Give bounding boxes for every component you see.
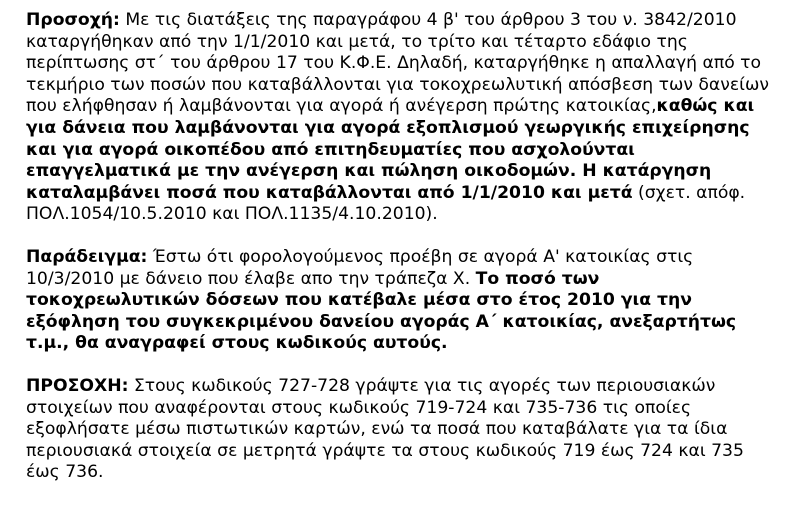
attention-label: Προσοχή: [26,10,120,30]
warning-text: Στους κωδικούς 727-728 γράψτε για τις αγορές των περιουσιακών στοιχείων που αναφέρονται στους κωδικούς 719-724 και 735-736 τις οποίες εξοφλήσατε μέσω πιστωτικών καρτών, ενώ τα ποσά που καταβάλατε για τα ίδια περιουσιακά στοιχεία σε μετρητά γράψτε τα στους κωδικούς 719 έως 724 και 735 έως 736. [26,375,744,483]
example-text: Έστω ότι φορολογούμενος προέβη σε αγορά Α' κατοικίας στις 10/3/2010 με δάνειο που έλαβε απο την τράπεζα Χ. [26,246,694,289]
example-bold-text: Το ποσό των τοκοχρεωλυτικών δόσεων που κατέβαλε μέσα στο έτος 2010 για την εξόφληση του συγκεκριμένου δανείου αγοράς Α΄ κατοικίας, ανεξαρτήτως τ.μ., θα αναγραφεί στους κωδικούς αυτούς. [26,268,737,354]
attention-reference: (σχετ. απόφ. ΠΟΛ.1054/10.5.2010 και ΠΟΛ.1135/4.10.2010). [26,182,746,225]
paragraph-example [26,247,776,355]
attention-text: Με τις διατάξεις της παραγράφου 4 β' του άρθρου 3 του ν. 3842/2010 καταργήθηκαν από την 1/1/2010 και μετά, το τρίτο και τέταρτο εδάφιο της περίπτωσης στ΄ του άρθρου 17 του Κ.Φ.Ε. Δηλαδή, καταργήθηκε η απαλλαγή από το τεκμήριο των ποσών που καταβάλλονται για τοκοχρεωλυτική απόσβεση των δανείων που ελήφθησαν ή λαμβάνονται για αγορά ή ανέγερση πρώτης κατοικίας, [26,10,769,117]
example-label: Παράδειγμα: [26,246,148,267]
attention-bold-text: καθώς και για δάνεια που λαμβάνονται για αγορά εξοπλισμού γεωργικής επιχείρησης και για αγορά οικοπέδου από επιτηδευματίες που ασχολούνται επαγγελματικά με την ανέγερση και πώληση οικοδομών. Η κατάργηση καταλαμβάνει ποσά που καταβάλλονται από 1/1/2010 και μετά [26,96,755,203]
paragraph-warning [26,376,776,484]
warning-label: ΠΡΟΣΟΧΗ: [26,375,129,396]
paragraph-attention [26,10,776,226]
